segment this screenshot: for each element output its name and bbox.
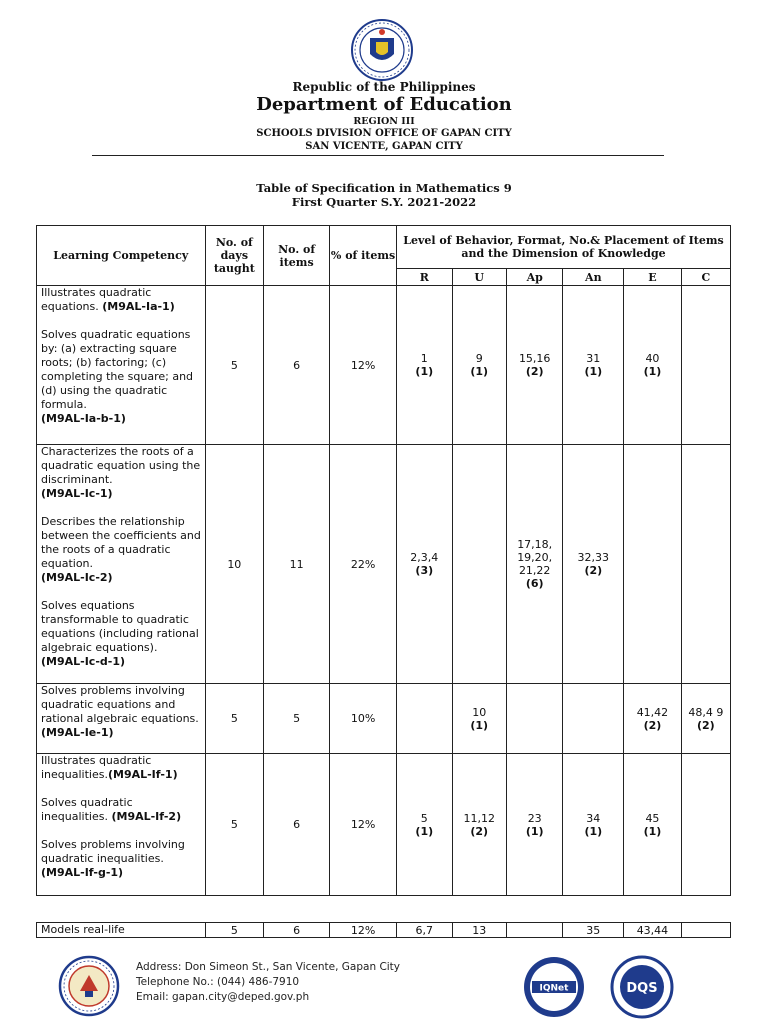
item-count: (1) (415, 365, 434, 378)
items-cell: 11 (264, 445, 330, 684)
item-numbers: 34 (586, 811, 601, 825)
competency-code: (M9AL-If-1) (107, 768, 178, 781)
item-numbers: 1 (420, 352, 428, 365)
competency-cell (37, 754, 206, 896)
republic-heading: Republic of the Philippines (292, 80, 476, 94)
item-count: (1) (415, 824, 434, 838)
item-count: (2) (697, 718, 715, 732)
item-count: (6) (525, 577, 544, 590)
level-ap-cell (506, 684, 563, 754)
table-row (37, 286, 731, 445)
level-c-cell (681, 286, 730, 445)
items-cell: 6 (264, 923, 330, 938)
competency-cell (37, 684, 206, 754)
competency-text: Solves problems involving quadratic equations and rational algebraic equations. (41, 684, 199, 725)
svg-text:IQNet: IQNet (539, 983, 569, 994)
level-an-cell (563, 286, 624, 445)
division-seal-logo (58, 955, 120, 1017)
table-row (37, 445, 731, 684)
item-count: (2) (643, 718, 662, 732)
header-level-ap: Ap (506, 269, 563, 286)
level-an-cell (563, 684, 624, 754)
level-ap-cell (506, 445, 563, 684)
level-u-cell: 13 (452, 923, 506, 938)
competency-code: (M9AL-Ic-2) (41, 571, 113, 584)
item-count: (1) (525, 824, 544, 838)
svg-text:DQS: DQS (626, 981, 658, 996)
competency-text: Solves problems involving quadratic inequalities. (41, 838, 185, 865)
competency-cell (37, 445, 206, 684)
header-competency: Learning Competency (37, 226, 206, 286)
header-items: No. of items (264, 226, 330, 286)
level-r-cell (397, 754, 452, 896)
header-level-an: An (563, 269, 624, 286)
competency-cell (37, 286, 206, 445)
level-u-cell (452, 445, 506, 684)
level-r-cell (397, 445, 452, 684)
level-an-cell (563, 754, 624, 896)
level-e-cell (624, 684, 682, 754)
header-level-e: E (624, 269, 682, 286)
competency-code: (M9AL-Ie-1) (41, 726, 114, 739)
item-count: (2) (525, 365, 544, 378)
competency-code: (M9AL-Ic-1) (41, 487, 113, 500)
item-numbers: 17,18, 19,20, 21,22 (517, 538, 553, 577)
level-ap-cell (506, 286, 563, 445)
item-count: (1) (643, 824, 662, 838)
item-count: (3) (415, 564, 434, 577)
item-numbers: 15,16 (518, 352, 551, 365)
footer-address: Address: Don Simeon St., San Vicente, Gapan City (136, 961, 401, 973)
level-r-cell: 6,7 (397, 923, 452, 938)
footer-email: Email: gapan.city@deped.gov.ph (136, 991, 310, 1003)
item-numbers: 41,42 (636, 705, 669, 719)
competency-code: (M9AL-Ia-b-1) (41, 412, 126, 425)
header-level-r: R (397, 269, 452, 286)
item-numbers: 11,12 (463, 811, 495, 825)
item-numbers: 2,3,4 (410, 551, 439, 564)
level-r-cell (397, 684, 452, 754)
dqs-iso-logo (610, 955, 674, 1019)
days-cell: 5 (205, 923, 264, 938)
competency-code: (M9AL-Ia-1) (102, 300, 175, 313)
item-count: (1) (584, 824, 603, 838)
header-level: Level of Behavior, Format, No.& Placement of Items and the Dimension of Knowledge (397, 226, 731, 269)
item-numbers: 10 (472, 705, 487, 719)
document-title: Table of Specification in Mathematics 9 (256, 181, 512, 195)
level-ap-cell (506, 923, 563, 938)
percent-cell: 10% (330, 684, 397, 754)
level-e-cell (624, 286, 682, 445)
percent-cell: 12% (330, 923, 397, 938)
level-an-cell (563, 445, 624, 684)
level-c-cell (681, 754, 730, 896)
days-cell: 5 (205, 286, 264, 445)
level-r-cell (397, 286, 452, 445)
item-count: (2) (584, 564, 603, 577)
level-c-cell (681, 445, 730, 684)
percent-cell: 22% (330, 445, 397, 684)
footer-contact (136, 960, 400, 1005)
level-u-cell (452, 754, 506, 896)
level-e-cell: 43,44 (624, 923, 682, 938)
division-heading: SCHOOLS DIVISION OFFICE OF GAPAN CITY (256, 128, 512, 139)
item-numbers: 45 (645, 811, 660, 825)
item-numbers: 31 (586, 352, 601, 365)
competency-text: Solves quadratic inequalities. (41, 796, 133, 823)
item-numbers: 23 (527, 811, 542, 825)
percent-cell: 12% (330, 286, 397, 445)
footer-telephone: Telephone No.: (044) 486-7910 (136, 976, 300, 988)
level-c-cell (681, 923, 730, 938)
competency-code: (M9AL-If-g-1) (41, 866, 124, 879)
item-numbers: 40 (645, 352, 660, 365)
location-heading: SAN VICENTE, GAPAN CITY (305, 141, 463, 152)
table-row (37, 684, 731, 754)
header-days: No. of days taught (205, 226, 264, 286)
table-row (37, 754, 731, 896)
header-divider (92, 155, 664, 156)
department-heading: Department of Education (256, 94, 512, 115)
competency-code: (M9AL-Ic-d-1) (41, 655, 126, 668)
item-count: (2) (470, 824, 489, 838)
level-u-cell (452, 684, 506, 754)
level-ap-cell (506, 754, 563, 896)
competency-text: Illustrates quadratic inequalities. (41, 754, 152, 781)
days-cell: 10 (205, 445, 264, 684)
level-e-cell (624, 754, 682, 896)
table-row (37, 923, 731, 938)
days-cell: 5 (205, 754, 264, 896)
iqnet-certified-logo (522, 955, 586, 1019)
item-count: (1) (643, 365, 662, 378)
competency-text: Solves equations transformable to quadratic equations (including rational algebraic equations). (41, 599, 199, 654)
item-count: (1) (584, 365, 603, 378)
level-c-cell (681, 684, 730, 754)
competency-text: Characterizes the roots of a quadratic equation using the discriminant. (41, 445, 201, 486)
item-numbers: 48,4 9 (688, 705, 724, 719)
level-an-cell: 35 (563, 923, 624, 938)
level-e-cell (624, 445, 682, 684)
document-subtitle: First Quarter S.Y. 2021-2022 (291, 195, 477, 209)
deped-seal-logo (334, 18, 430, 82)
days-cell: 5 (205, 684, 264, 754)
items-cell: 5 (264, 684, 330, 754)
competency-text: Describes the relationship between the coefficients and the roots of a quadratic equation. (41, 515, 201, 570)
item-numbers: 32,33 (577, 551, 610, 564)
region-heading: REGION III (353, 116, 415, 127)
items-cell: 6 (264, 754, 330, 896)
competency-text: Solves quadratic equations by: (a) extracting square roots; (b) factoring; (c) completing the square; and (d) using the quadratic formula. (41, 328, 194, 411)
item-numbers: 9 (475, 352, 483, 365)
item-numbers: 5 (420, 811, 428, 825)
competency-code: (M9AL-If-2) (111, 810, 182, 823)
header-level-c: C (681, 269, 730, 286)
competency-cell: Models real-life (37, 923, 206, 938)
items-cell: 6 (264, 286, 330, 445)
continuation-table (36, 922, 731, 938)
header-percent: % of items (330, 226, 397, 286)
item-count: (1) (470, 718, 489, 732)
item-count: (1) (470, 365, 489, 378)
level-u-cell (452, 286, 506, 445)
percent-cell: 12% (330, 754, 397, 896)
competency-text: Illustrates quadratic equations. (41, 286, 152, 313)
header-level-u: U (452, 269, 506, 286)
specification-table (36, 225, 731, 896)
